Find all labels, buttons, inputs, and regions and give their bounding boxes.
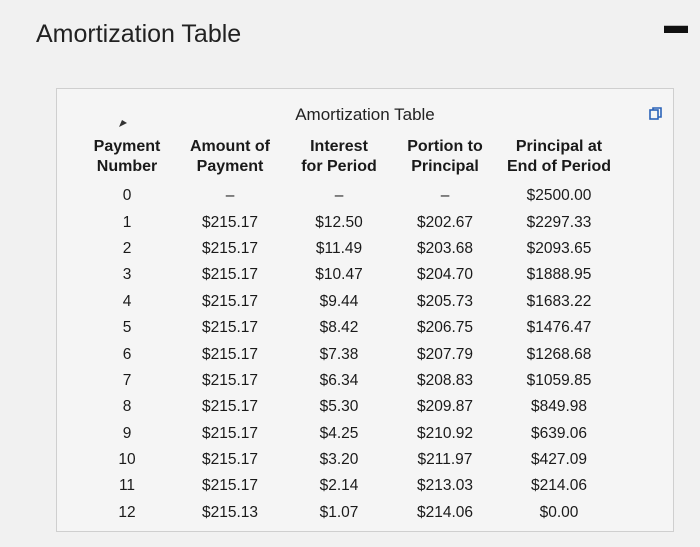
header-portion-to-principal: Portion to Principal — [407, 138, 483, 175]
principal-portion-cell: $204.70 — [416, 266, 474, 284]
balance-cell: $1059.85 — [526, 371, 592, 389]
amount-cell: $215.17 — [201, 371, 259, 389]
balance-cell: $1683.22 — [526, 292, 592, 310]
interest-cell: $10.47 — [315, 266, 363, 284]
interest-cell: $6.34 — [319, 371, 359, 389]
principal-portion-cell: $214.06 — [416, 503, 474, 521]
interest-cell: $9.44 — [319, 292, 359, 310]
interest-cell: $7.38 — [319, 345, 359, 363]
interest-cell: $4.25 — [319, 424, 359, 442]
balance-cell: $1268.68 — [526, 345, 592, 363]
principal-portion-cell: $205.73 — [416, 292, 474, 310]
payment-number-cell: 9 — [122, 424, 132, 442]
amount-cell: $215.17 — [201, 239, 259, 257]
page-title: Amortization Table — [36, 20, 242, 48]
balance-cell: $1476.47 — [526, 319, 592, 337]
principal-portion-cell: $213.03 — [416, 477, 474, 495]
table-row — [81, 368, 619, 394]
balance-cell: $0.00 — [539, 503, 579, 521]
amount-cell: $215.17 — [201, 477, 259, 495]
payment-number-cell: 1 — [122, 213, 132, 231]
amount-cell: $215.13 — [201, 503, 259, 521]
principal-portion-cell: $208.83 — [416, 371, 474, 389]
interest-cell: $8.42 — [319, 319, 359, 337]
pencil-mark-icon — [119, 119, 127, 127]
table-row — [81, 315, 619, 341]
payment-number-cell: 3 — [122, 266, 132, 284]
amount-cell: $215.17 — [201, 424, 259, 442]
amortization-table — [81, 137, 619, 526]
balance-cell: $849.98 — [530, 398, 588, 416]
balance-cell: $214.06 — [530, 477, 588, 495]
table-row — [81, 473, 619, 499]
principal-portion-cell: $202.67 — [416, 213, 474, 231]
payment-number-cell: 10 — [118, 451, 136, 469]
amortization-table-card — [56, 88, 674, 532]
principal-portion-cell: $203.68 — [416, 239, 474, 257]
table-row — [81, 183, 619, 209]
payment-number-cell: 7 — [122, 371, 132, 389]
principal-portion-cell: $207.79 — [416, 345, 474, 363]
interest-cell: $2.14 — [319, 477, 359, 495]
principal-portion-cell: – — [440, 187, 450, 205]
amount-cell: $215.17 — [201, 266, 259, 284]
payment-number-cell: 8 — [122, 398, 132, 416]
payment-number-cell: 11 — [118, 477, 136, 495]
balance-cell: $427.09 — [530, 451, 588, 469]
principal-portion-cell: $206.75 — [416, 319, 474, 337]
payment-number-cell: 2 — [122, 239, 132, 257]
header-payment-number: Payment Number — [93, 138, 161, 175]
interest-cell: $3.20 — [319, 451, 359, 469]
amount-cell: – — [225, 187, 235, 205]
balance-cell: $2500.00 — [526, 187, 592, 205]
interest-cell: $11.49 — [315, 239, 363, 257]
balance-cell: $1888.95 — [526, 266, 592, 284]
table-row — [81, 394, 619, 420]
interest-cell: – — [334, 187, 344, 205]
copy-icon[interactable] — [649, 107, 663, 121]
table-row — [81, 421, 619, 447]
payment-number-cell: 6 — [122, 345, 132, 363]
table-row — [81, 341, 619, 367]
amount-cell: $215.17 — [201, 292, 259, 310]
header-interest-for-period: Interest for Period — [301, 138, 377, 175]
amount-cell: $215.17 — [201, 451, 259, 469]
table-row — [81, 500, 619, 526]
balance-cell: $2297.33 — [526, 213, 592, 231]
table-caption: Amortization Table — [295, 105, 435, 124]
amount-cell: $215.17 — [201, 398, 259, 416]
table-row — [81, 289, 619, 315]
amount-cell: $215.17 — [201, 345, 259, 363]
balance-cell: $639.06 — [530, 424, 588, 442]
minimize-icon[interactable]: ▬ — [664, 12, 688, 39]
payment-number-cell: 5 — [122, 319, 132, 337]
amount-cell: $215.17 — [201, 319, 259, 337]
payment-number-cell: 12 — [118, 503, 136, 521]
header-principal-at-end: Principal at End of Period — [507, 138, 611, 175]
interest-cell: $12.50 — [315, 213, 363, 231]
amount-cell: $215.17 — [201, 213, 259, 231]
table-header-row — [81, 137, 619, 183]
principal-portion-cell: $211.97 — [417, 451, 473, 469]
interest-cell: $1.07 — [319, 503, 359, 521]
payment-number-cell: 4 — [122, 292, 132, 310]
table-row — [81, 262, 619, 288]
balance-cell: $2093.65 — [526, 239, 592, 257]
table-row — [81, 209, 619, 235]
principal-portion-cell: $210.92 — [416, 424, 474, 442]
header-amount-of-payment: Amount of Payment — [190, 138, 270, 175]
payment-number-cell: 0 — [122, 187, 132, 205]
table-row — [81, 236, 619, 262]
table-row — [81, 447, 619, 473]
interest-cell: $5.30 — [319, 398, 359, 416]
principal-portion-cell: $209.87 — [416, 398, 474, 416]
